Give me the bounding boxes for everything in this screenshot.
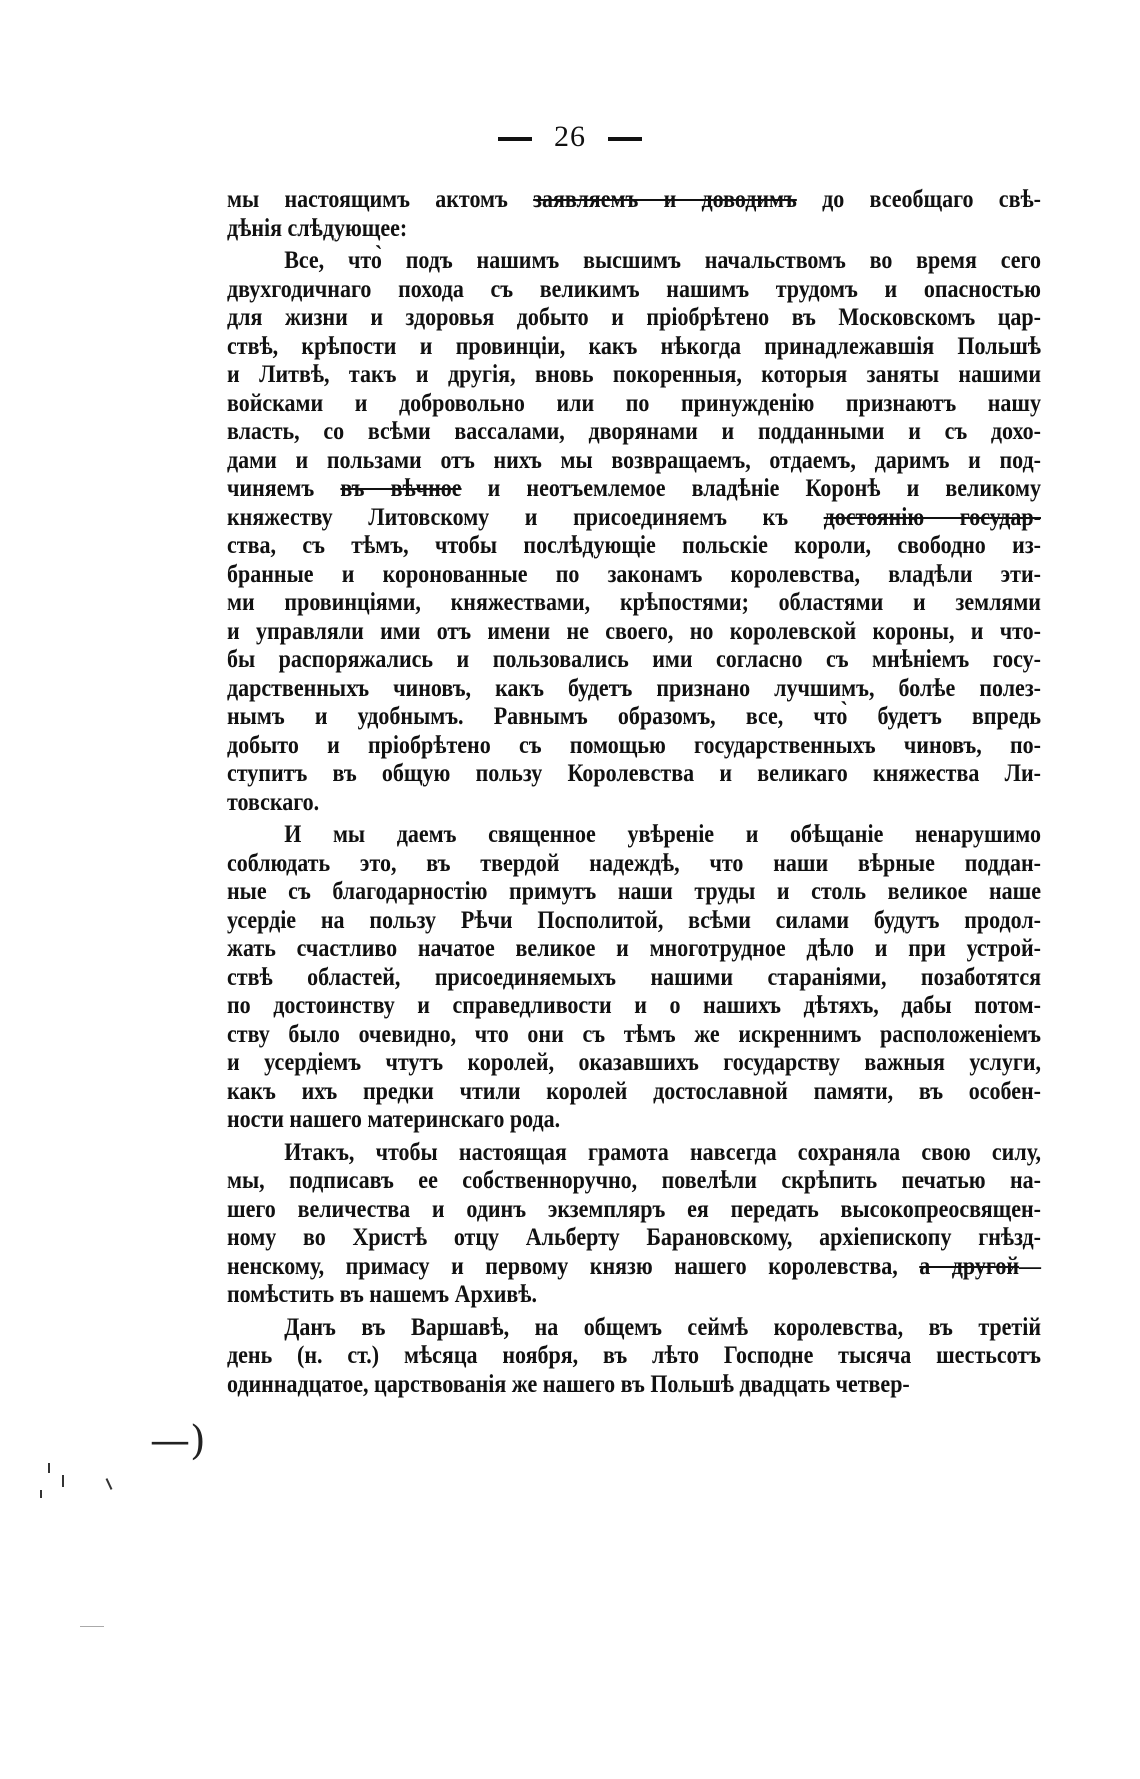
text-line: добыто и пріобрѣтено съ помощью государственныхъ чиновъ, по- bbox=[227, 731, 1041, 759]
struck-text: а другой bbox=[919, 1252, 1019, 1280]
page-number-dash-right bbox=[608, 137, 642, 141]
margin-pencil-mark bbox=[62, 1475, 64, 1487]
text-line: жать счастливо начатое великое и многотрудное дѣло и при устрой- bbox=[227, 935, 1041, 962]
text-line: какъ ихъ предки чтили королей достославной памяти, въ особен- bbox=[227, 1077, 1041, 1105]
text-line: и усердіемъ чтутъ королей, оказавшихъ государству важныя услуги, bbox=[227, 1049, 1041, 1076]
text-line: Все, что̀ подъ нашимъ высшимъ начальствомъ во время сего bbox=[284, 247, 1041, 274]
paragraph bbox=[227, 1314, 1041, 1400]
text-line: для жизни и здоровья добыто и пріобрѣтено въ Московскомъ цар- bbox=[227, 304, 1041, 331]
text-line: дами и пользами отъ нихъ мы возвращаемъ, отдаемъ, даримъ и под- bbox=[227, 446, 1041, 474]
text-line: власть, со всѣми вассалами, дворянами и подданными и съ дохо- bbox=[227, 418, 1041, 445]
text-line: бранные и коронованные по законамъ королевства, владѣли эти- bbox=[227, 560, 1041, 588]
margin-pencil-mark bbox=[48, 1463, 50, 1473]
page-header bbox=[0, 120, 1140, 154]
text-line: ности нашего материнскаго рода. bbox=[227, 1106, 561, 1133]
text-line: помѣстить въ нашемъ Архивѣ. bbox=[227, 1281, 538, 1308]
text-line: войсками и добровольно или по принужденію признаютъ нашу bbox=[227, 389, 1041, 417]
text-line: одиннадцатое, царствованія же нашего въ Польшѣ двадцать четвер- bbox=[227, 1370, 910, 1398]
text-line: ному во Христѣ отцу Альберту Барановскому, архіепископу гнѣзд- bbox=[227, 1224, 1041, 1251]
text-line: усердіе на пользу Рѣчи Посполитой, всѣми силами будутъ продол- bbox=[227, 906, 1041, 934]
text-line: по достоинству и справедливости и о нашихъ дѣтяхъ, дабы потом- bbox=[227, 992, 1041, 1019]
text-line: двухгодичнаго похода съ великимъ нашимъ трудомъ и опасностью bbox=[227, 275, 1041, 303]
text-line: чиняемъ въ вѣчное и неотъемлемое владѣніе Коронѣ и великому bbox=[227, 475, 1041, 502]
text-line: нымъ и удобнымъ. Равнымъ образомъ, все, что̀ будетъ впредь bbox=[227, 703, 1041, 730]
text-line: шего величества и одинъ экземпляръ ея передать высокопреосвящен- bbox=[227, 1195, 1041, 1223]
text-line: бы распоряжались и пользовались ими согласно съ мнѣніемъ госу- bbox=[227, 646, 1041, 673]
text-line: ствѣ областей, присоединяемыхъ нашими стараніями, позаботятся bbox=[227, 963, 1041, 991]
text-line: ненскому, примасу и первому князю нашего королевства, а другой— bbox=[227, 1252, 1041, 1280]
page-number-dash-left bbox=[498, 137, 532, 141]
text-line: дарственныхъ чиновъ, какъ будетъ признано лучшимъ, болѣе полез- bbox=[227, 674, 1041, 702]
margin-pencil-mark bbox=[40, 1490, 42, 1498]
text-line: Итакъ, чтобы настоящая грамота навсегда сохраняла свою силу, bbox=[284, 1138, 1041, 1166]
text-line: и Литвѣ, такъ и другія, вновь покоренныя, которыя заняты нашими bbox=[227, 361, 1041, 388]
text-line: ству было очевидно, что они съ тѣмъ же искреннимъ расположеніемъ bbox=[227, 1020, 1041, 1048]
text-line: мы настоящимъ актомъ заявляемъ и доводимъ до всеобщаго свѣ- bbox=[227, 186, 1041, 213]
struck-text: достоянію государ- bbox=[823, 503, 1041, 531]
text-line: И мы даемъ священное увѣреніе и обѣщаніе ненарушимо bbox=[284, 821, 1041, 848]
struck-text: заявляемъ и доводимъ bbox=[533, 186, 797, 213]
text-line: ступитъ въ общую пользу Королевства и великаго княжества Ли- bbox=[227, 760, 1041, 787]
text-line: ствѣ, крѣпости и провинціи, какъ нѣкогда принадлежавшія Польшѣ bbox=[227, 332, 1041, 360]
margin-pencil-bracket: —) bbox=[150, 1418, 206, 1464]
text-line: ства, съ тѣмъ, чтобы послѣдующіе польскіе короли, свободно из- bbox=[227, 532, 1041, 559]
paragraph bbox=[227, 821, 1041, 1135]
paragraph bbox=[227, 247, 1041, 817]
document-body bbox=[227, 186, 1041, 1399]
paragraph bbox=[227, 186, 1041, 243]
text-line: дѣнія слѣдующее: bbox=[227, 214, 408, 242]
page-number: 26 bbox=[554, 120, 586, 153]
margin-pencil-mark bbox=[106, 1478, 113, 1490]
text-line: Данъ въ Варшавѣ, на общемъ сеймѣ королевства, въ третій bbox=[284, 1313, 1041, 1341]
margin-pencil-mark bbox=[80, 1626, 104, 1627]
struck-text: въ вѣчное bbox=[340, 475, 462, 502]
text-line: мы, подписавъ ее собственноручно, повелѣли скрѣпить печатью на- bbox=[227, 1167, 1041, 1194]
text-line: ми провинціями, княжествами, крѣпостями; областями и землями bbox=[227, 589, 1041, 616]
text-line: и управляли ими отъ имени не своего, но королевской короны, и что- bbox=[227, 617, 1041, 645]
paragraph bbox=[227, 1139, 1041, 1310]
text-line: соблюдать это, въ твердой надеждѣ, что наши вѣрные поддан- bbox=[227, 849, 1041, 877]
text-line: товскаго. bbox=[227, 788, 320, 816]
text-line: день (н. ст.) мѣсяца ноября, въ лѣто Господне тысяча шестьсотъ bbox=[227, 1342, 1041, 1369]
text-line: княжеству Литовскому и присоединяемъ къ достоянію государ- bbox=[227, 503, 1041, 531]
text-line: ные съ благодарностію примутъ наши труды и столь великое наше bbox=[227, 878, 1041, 905]
